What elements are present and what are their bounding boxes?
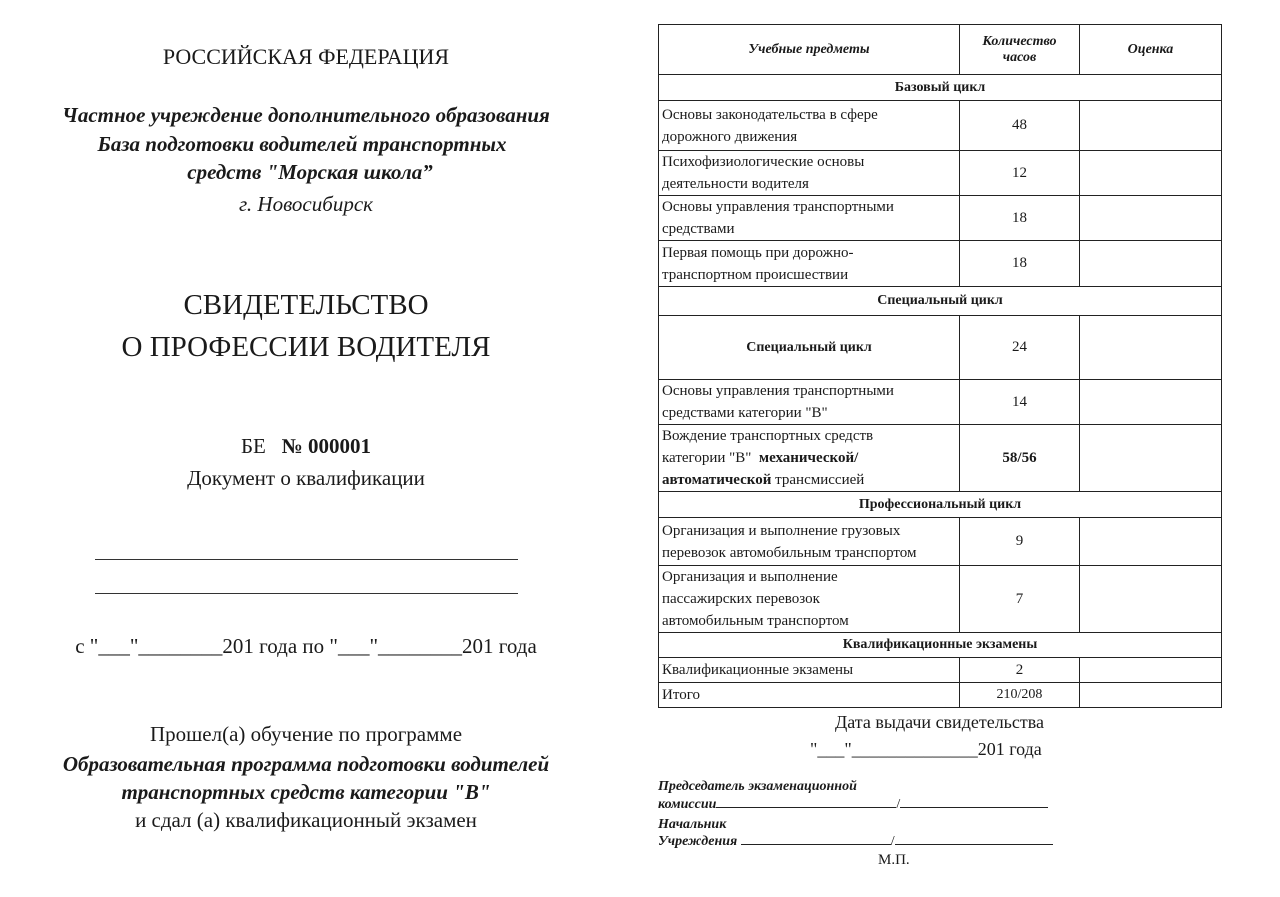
institution-name-line-1: Частное учреждение дополнительного образования (62, 103, 550, 127)
country-name: РОССИЙСКАЯ ФЕДЕРАЦИЯ (162, 44, 450, 69)
subject-name: Квалификационные экзамены (659, 658, 960, 683)
subject-name: Специальный цикл (659, 316, 960, 380)
subject-name: Первая помощь при дорожно- транспортном происшествии (659, 241, 960, 287)
subject-grade (1080, 196, 1222, 241)
issue-date-label: Дата выдачи свидетельства (834, 712, 1044, 732)
subject-name: Организация и выполнение пассажирских перевозок автомобильным транспортом (659, 566, 960, 633)
table-row (659, 518, 1222, 566)
table-row (659, 380, 1222, 425)
subject-name: Психофизиологические основы деятельности водителя (659, 151, 960, 196)
certificate-number (0, 434, 612, 459)
section-title: Квалификационные экзамены (659, 633, 1222, 658)
subject-grade (1080, 241, 1222, 287)
holder-name-line-2 (95, 593, 518, 594)
subject-hours: 18 (960, 196, 1080, 241)
section-row (659, 492, 1222, 518)
subjects-table (658, 24, 1222, 708)
table-header-row (659, 25, 1222, 75)
subject-grade (1080, 101, 1222, 151)
number-sign: № (281, 434, 303, 458)
subject-grade (1080, 425, 1222, 492)
table-row (659, 658, 1222, 683)
certificate-title-line-1: СВИДЕТЕЛЬСТВО (183, 289, 429, 321)
subject-grade (1080, 151, 1222, 196)
section-row (659, 287, 1222, 316)
passed-training-text: Прошел(а) обучение по программе (149, 722, 463, 746)
chairman-signature-line: комиссии / (658, 796, 1048, 814)
subject-hours: 58/56 (960, 425, 1080, 492)
subject-grade (1080, 380, 1222, 425)
subject-grade (1080, 566, 1222, 633)
stamp-place: М.П. (878, 852, 910, 868)
subject-grade (1080, 658, 1222, 683)
hours-header: Количество часов (960, 25, 1080, 75)
total-grade (1080, 683, 1222, 708)
training-period: с "___"________201 года по "___"________201 года (75, 634, 537, 658)
head-signature-line: Учреждения / (658, 833, 1053, 851)
subject-name: Основы управления транспортными средствами (659, 196, 960, 241)
certificate-title-line-2: О ПРОФЕССИИ ВОДИТЕЛЯ (121, 331, 491, 363)
certificate-series: БЕ (241, 434, 266, 458)
table-row (659, 241, 1222, 287)
certificate-number-value: 000001 (308, 434, 371, 458)
total-label: Итого (659, 683, 960, 708)
institution-name-line-3: средств "Морская школа” (187, 160, 433, 184)
subject-hours: 14 (960, 380, 1080, 425)
subject-name: Вождение транспортных средств категории "В" механической/ автоматической трансмиссией (659, 425, 960, 492)
section-row (659, 75, 1222, 101)
section-title: Профессиональный цикл (659, 492, 1222, 518)
city: г. Новосибирск (239, 192, 373, 216)
section-title: Базовый цикл (659, 75, 1222, 101)
program-name-line-2: транспортных средств категории "В" (121, 780, 491, 804)
institution-name-line-2: База подготовки водителей транспортных (97, 132, 507, 156)
subject-grade (1080, 518, 1222, 566)
document-type: Документ о квалификации (187, 466, 425, 490)
table-row (659, 566, 1222, 633)
head-label-line-1: Начальник (658, 817, 727, 832)
section-title: Специальный цикл (659, 287, 1222, 316)
issue-date-value: "___"______________201 года (810, 739, 1042, 759)
chairman-label-line-1: Председатель экзаменационной (658, 779, 857, 794)
subjects-header: Учебные предметы (659, 25, 960, 75)
holder-name-line-1 (95, 559, 518, 560)
subject-hours: 9 (960, 518, 1080, 566)
subject-hours: 24 (960, 316, 1080, 380)
total-hours: 210/208 (960, 683, 1080, 708)
subject-hours: 7 (960, 566, 1080, 633)
subject-grade (1080, 316, 1222, 380)
subject-hours: 2 (960, 658, 1080, 683)
grade-header: Оценка (1080, 25, 1222, 75)
subject-hours: 18 (960, 241, 1080, 287)
passed-exam-text: и сдал (а) квалификационный экзамен (135, 808, 477, 832)
subject-name: Основы законодательства в сфере дорожного движения (659, 101, 960, 151)
table-row (659, 151, 1222, 196)
total-row (659, 683, 1222, 708)
table-row (659, 101, 1222, 151)
subject-hours: 48 (960, 101, 1080, 151)
program-name-line-1: Образовательная программа подготовки водителей (62, 752, 550, 776)
section-row (659, 633, 1222, 658)
subject-name: Основы управления транспортными средствами категории "В" (659, 380, 960, 425)
subject-hours: 12 (960, 151, 1080, 196)
subject-name: Организация и выполнение грузовых перевозок автомобильным транспортом (659, 518, 960, 566)
table-row (659, 196, 1222, 241)
table-row (659, 425, 1222, 492)
table-row (659, 316, 1222, 380)
certificate-front-page (0, 0, 620, 897)
